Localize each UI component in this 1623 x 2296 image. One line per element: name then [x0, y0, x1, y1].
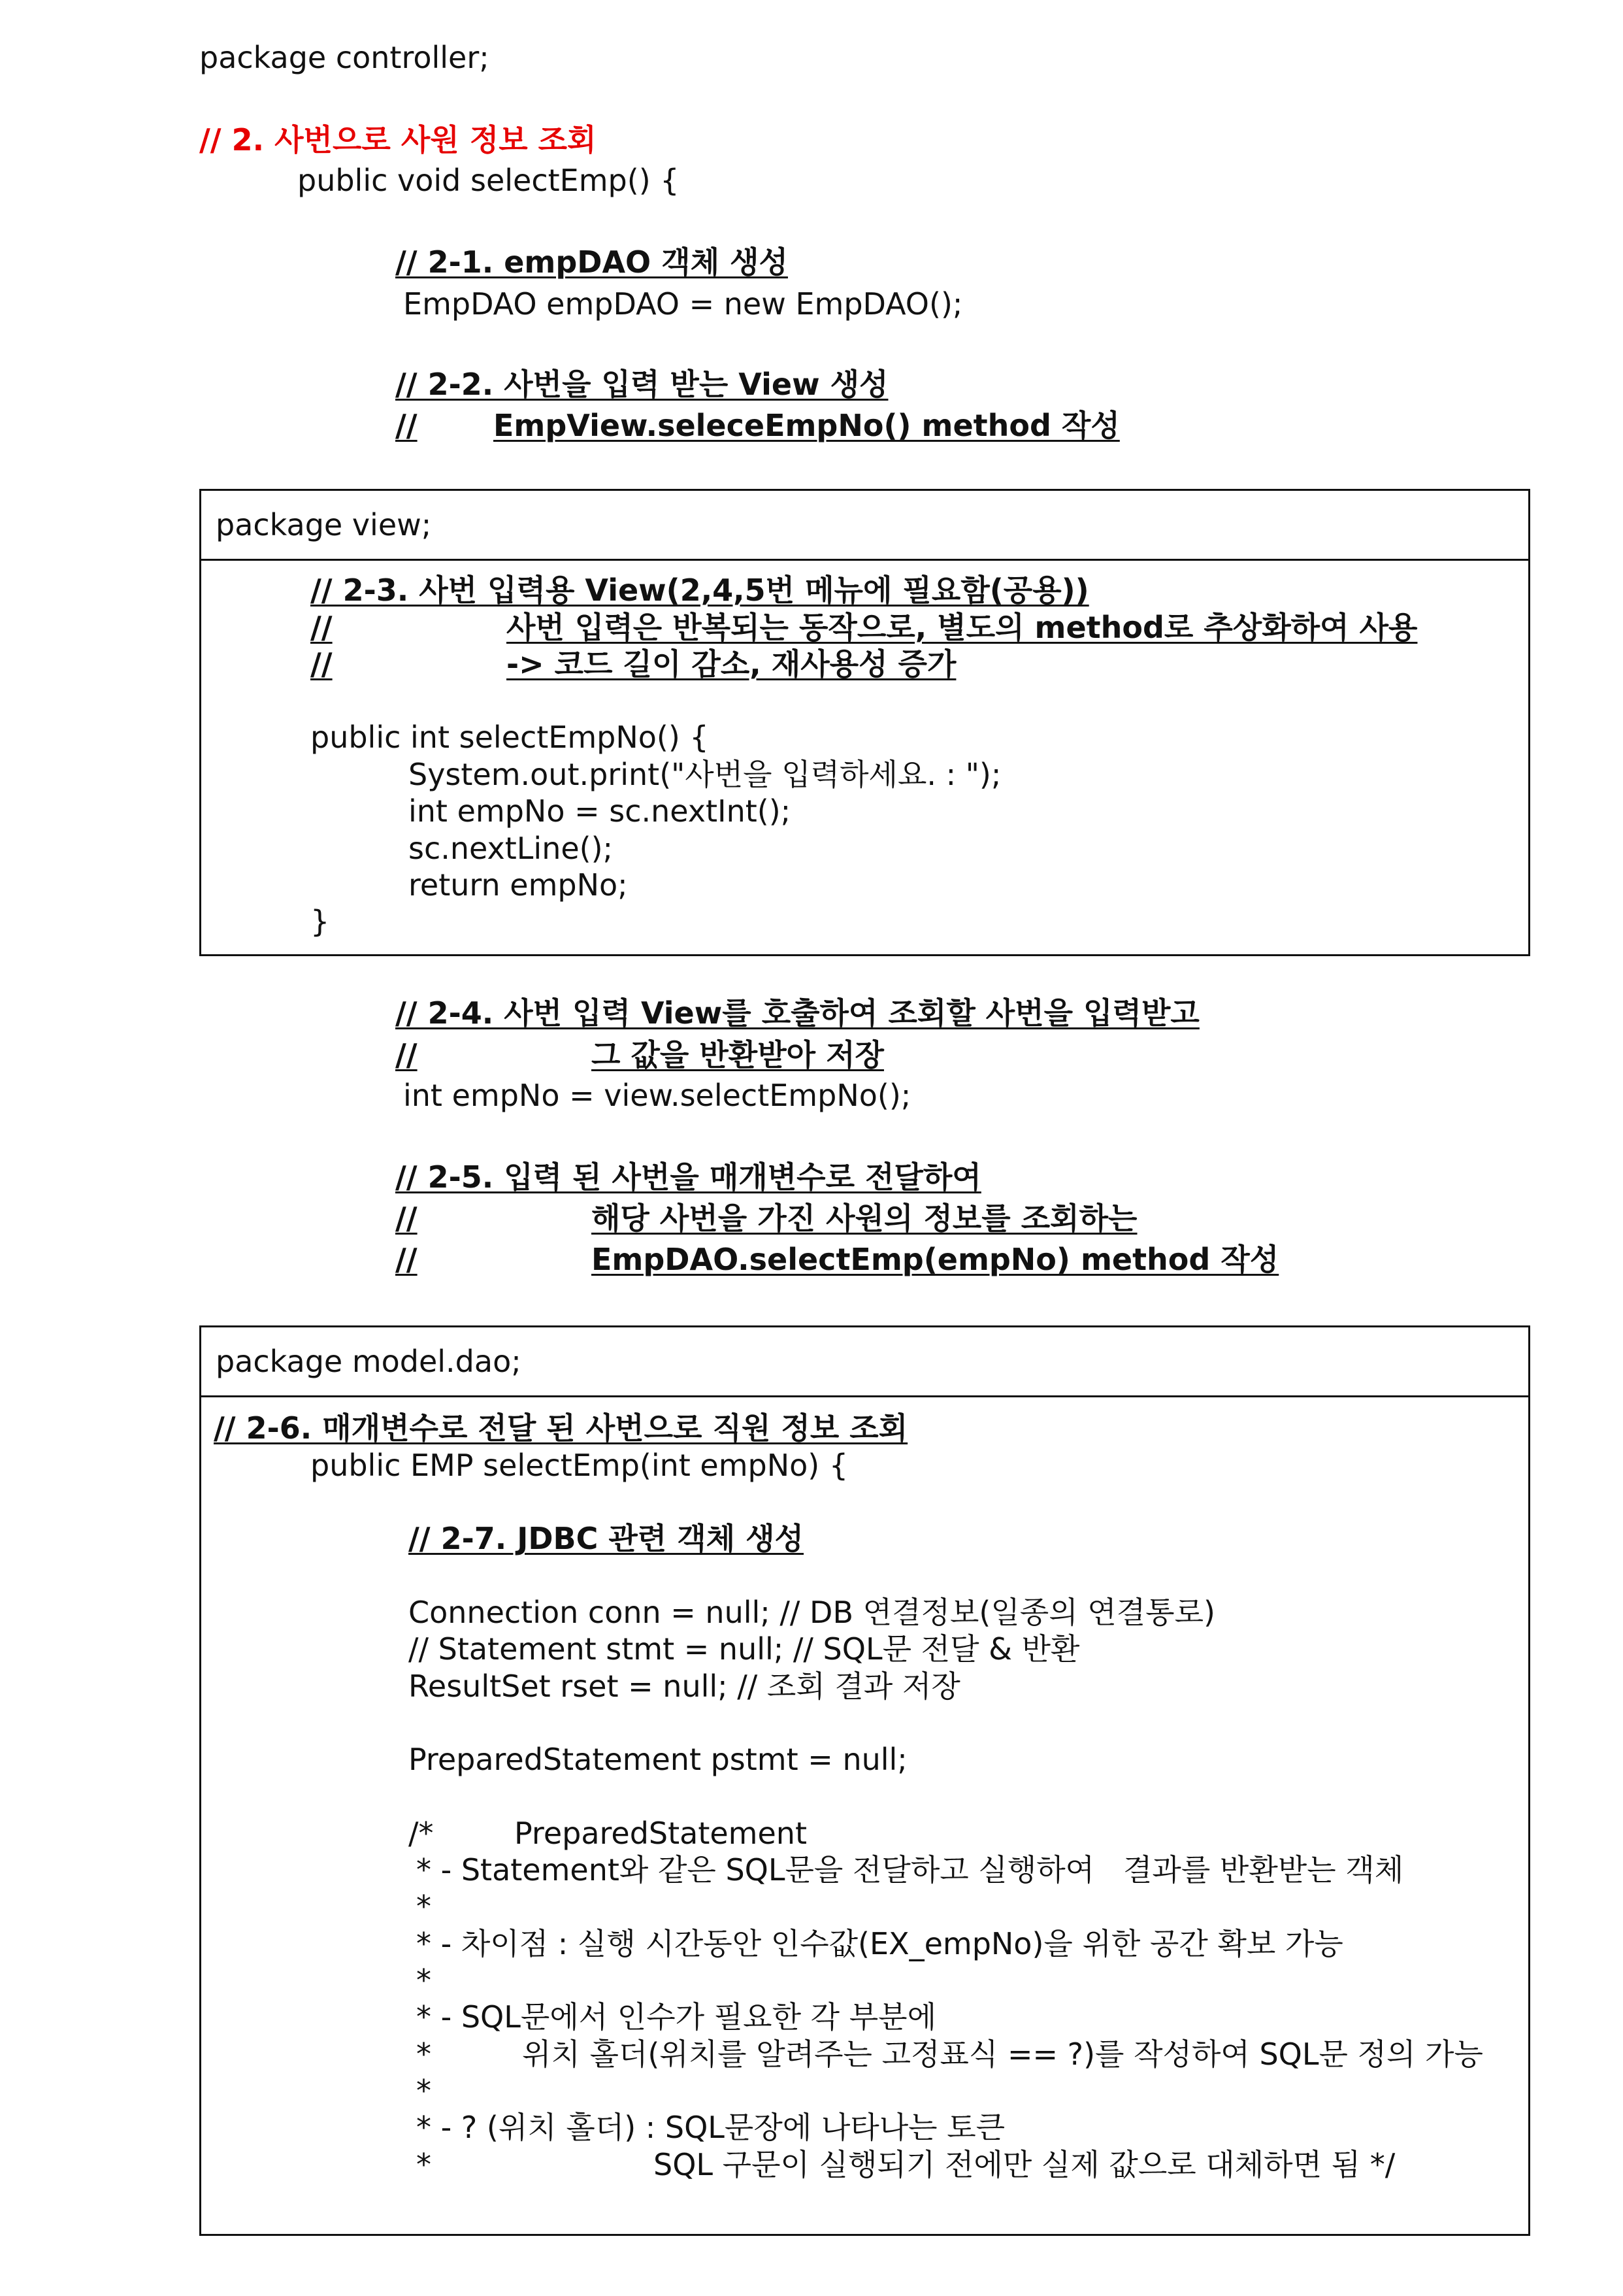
doc-comment-line: * - SQL문에서 인수가 필요한 각 부분에 [416, 1999, 937, 2035]
comment-2-4-text: 그 값을 반환받아 저장 [591, 1037, 884, 1073]
comment-2-5-text-1: 해당 사번을 가진 사원의 정보를 조회하는 [591, 1201, 1138, 1236]
comment-2-2: // 2-2. 사번을 입력 받는 View 생성 [395, 367, 889, 402]
section-heading: // 2. 사번으로 사원 정보 조회 [199, 122, 597, 158]
comment-2-5-slash-2: // [395, 1242, 418, 1277]
doc-comment-title: PreparedStatement [514, 1816, 807, 1851]
doc-comment-open: /* [408, 1816, 434, 1851]
code-line: } [310, 904, 330, 939]
package-view: package view; [216, 507, 432, 542]
doc-comment-star: * [416, 1889, 431, 1924]
dao-box-header [201, 1327, 1528, 1397]
code-empdao-new: EmpDAO empDAO = new EmpDAO(); [403, 286, 963, 322]
doc-comment-line: * - ? (위치 홀더) : SQL문장에 나타나는 토큰 [416, 2110, 1006, 2145]
comment-2-3-text-1: 사번 입력은 반복되는 동작으로, 별도의 method로 추상화하여 사용 [506, 610, 1418, 645]
code-connection: Connection conn = null; // DB 연결정보(일종의 연결통로) [408, 1595, 1215, 1630]
view-box-header [201, 491, 1528, 561]
comment-2-4-slash: // [395, 1037, 418, 1073]
comment-2-4: // 2-4. 사번 입력 View를 호출하여 조회할 사번을 입력받고 [395, 995, 1200, 1031]
comment-2-5-slash-1: // [395, 1201, 418, 1236]
doc-comment-line: 위치 홀더(위치를 알려주는 고정표식 == ?)를 작성하여 SQL문 정의 가능 [522, 2037, 1483, 2072]
comment-2-5-text-2: EmpDAO.selectEmp(empNo) method 작성 [591, 1242, 1279, 1277]
comment-2-6: // 2-6. 매개변수로 전달 된 사번으로 직원 정보 조회 [214, 1410, 908, 1446]
comment-2-2-slash: // [395, 408, 418, 443]
code-empno-select: int empNo = view.selectEmpNo(); [403, 1078, 911, 1113]
doc-comment-star: * [416, 2073, 431, 2108]
doc-comment-line: * - Statement와 같은 SQL문을 전달하고 실행하여 결과를 반환받는 객체 [416, 1852, 1404, 1888]
comment-2-7: // 2-7. JDBC 관련 객체 생성 [408, 1521, 804, 1556]
doc-comment-star: * [416, 2147, 431, 2182]
code-line: public int selectEmpNo() { [310, 720, 709, 755]
doc-comment-line: * - 차이점 : 실행 시간동안 인수값(EX_empNo)을 위한 공간 확보 가능 [416, 1926, 1343, 1961]
code-line: System.out.print("사번을 입력하세요. : "); [408, 757, 1002, 792]
comment-2-3: // 2-3. 사번 입력용 View(2,4,5번 메뉴에 필요함(공용)) [310, 573, 1089, 608]
code-resultset: ResultSet rset = null; // 조회 결과 저장 [408, 1669, 960, 1704]
doc-comment-star: * [416, 1963, 431, 1998]
doc-comment-line: SQL 구문이 실행되기 전에만 실제 값으로 대체하면 됨 */ [653, 2147, 1396, 2182]
method-signature-selectEmp: public void selectEmp() { [297, 163, 680, 198]
method-signature-dao-selectEmp: public EMP selectEmp(int empNo) { [310, 1448, 849, 1483]
package-model-dao: package model.dao; [216, 1344, 521, 1379]
code-line: int empNo = sc.nextInt(); [408, 793, 791, 829]
comment-2-2-text: EmpView.seleceEmpNo() method 작성 [493, 408, 1120, 443]
code-line: return empNo; [408, 867, 628, 903]
comment-2-3-slash-1: // [310, 610, 333, 645]
package-controller: package controller; [199, 40, 489, 75]
comment-2-3-text-2: -> 코드 길이 감소, 재사용성 증가 [506, 646, 957, 682]
comment-2-1: // 2-1. empDAO 객체 생성 [395, 244, 788, 280]
code-preparedstatement: PreparedStatement pstmt = null; [408, 1742, 908, 1777]
code-line: sc.nextLine(); [408, 831, 614, 866]
code-statement: // Statement stmt = null; // SQL문 전달 & 반환 [408, 1631, 1080, 1667]
comment-2-3-slash-2: // [310, 646, 333, 682]
comment-2-5: // 2-5. 입력 된 사번을 매개변수로 전달하여 [395, 1159, 981, 1195]
doc-comment-star: * [416, 2037, 431, 2072]
